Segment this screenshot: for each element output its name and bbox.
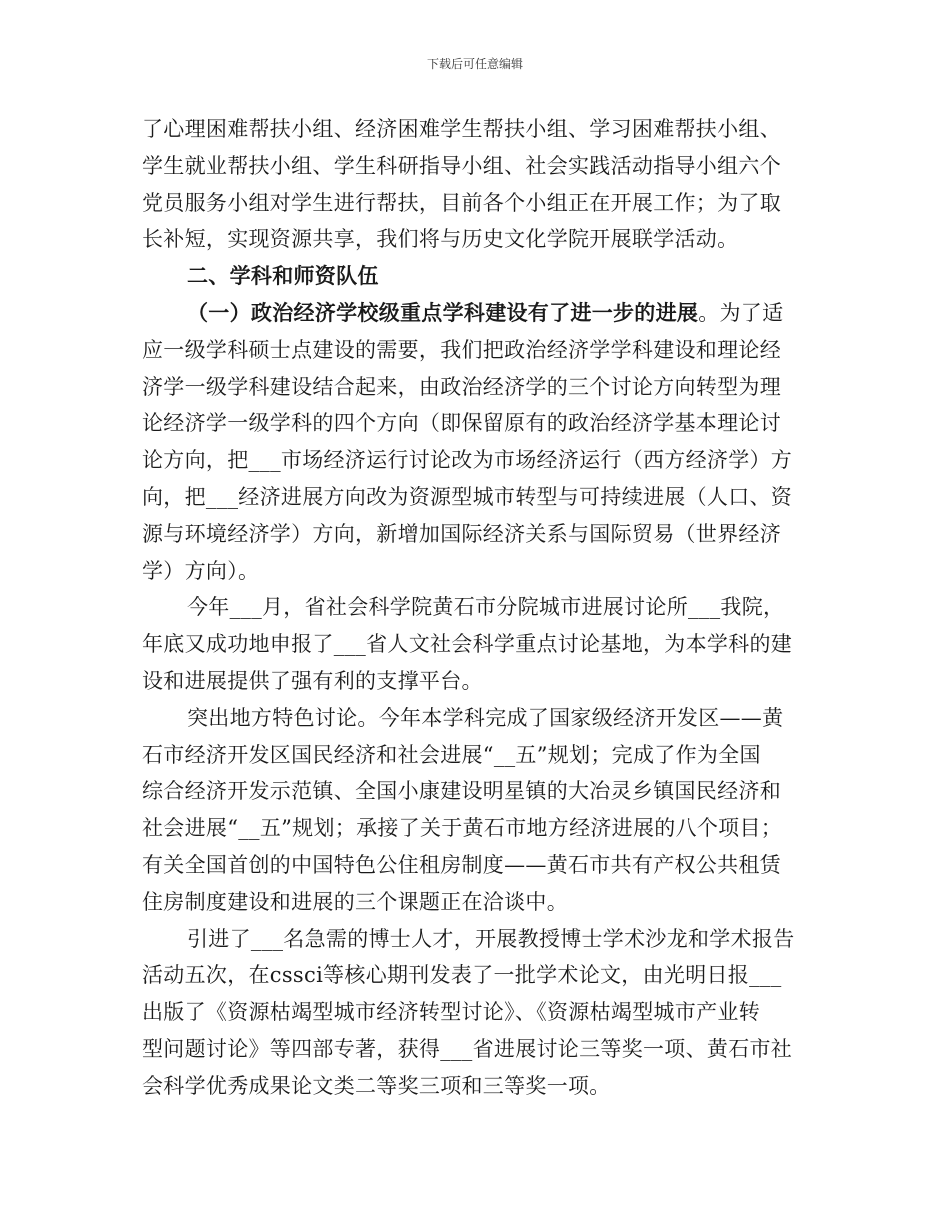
text-segment: 综合经济开发示范镇、全国小康建设明星镇的大冶灵乡镇国民经济和	[142, 779, 781, 804]
text-segment: 学生就业帮扶小组、学生科研指导小组、社会实践活动指导小组六个	[142, 153, 781, 178]
text-segment: 党员服务小组对学生进行帮扶，目前各个小组正在开展工作；为了取	[142, 190, 781, 215]
text-segment: 引进了___名急需的博士人才，开展教授博士学术沙龙和学术报告	[187, 926, 795, 951]
text-line	[142, 221, 814, 258]
text-segment: 向，把___经济进展方向改为资源型城市转型与可持续进展（人口、资	[142, 484, 793, 509]
header-note: 下载后可任意编辑	[426, 57, 523, 71]
text-segment: 年底又成功地申报了___省人文社会科学重点讨论基地，为本学科的建	[142, 632, 793, 657]
text-segment: 长补短，实现资源共享，我们将与历史文化学院开展联学活动。	[142, 227, 739, 252]
text-line	[142, 516, 814, 553]
text-segment: 应一级学科硕士点建设的需要，我们把政治经济学学科建设和理论经	[142, 337, 781, 362]
text-segment: 设和进展提供了强有利的支撑平台。	[142, 668, 483, 693]
text-line	[142, 148, 814, 185]
bold-text-segment: （一）政治经济学校级重点学科建设有了进一步的进展	[187, 299, 699, 325]
text-segment: 今年___月，省社会科学院黄石市分院城市进展讨论所___我院，	[187, 595, 785, 620]
text-line	[142, 994, 814, 1031]
text-line	[142, 884, 814, 921]
text-line	[142, 626, 814, 663]
text-line	[142, 773, 814, 810]
text-line	[142, 442, 814, 479]
text-segment: 论经济学一级学科的四个方向（即保留原有的政治经济学基本理论讨	[142, 411, 781, 436]
text-line	[142, 185, 814, 222]
text-line	[142, 369, 814, 406]
text-segment: 型问题讨论》等四部专著，获得___省进展讨论三等奖一项、黄石市社	[142, 1036, 793, 1061]
text-line	[142, 700, 814, 737]
text-line	[142, 405, 814, 442]
text-line	[142, 663, 814, 700]
text-line	[142, 737, 814, 774]
text-segment: 会科学优秀成果论文类二等奖三项和三等奖一项。	[142, 1073, 611, 1098]
text-line	[142, 810, 814, 847]
text-segment: 石市经济开发区国民经济和社会进展“__五”规划；完成了作为全国	[142, 742, 761, 767]
text-line	[142, 332, 814, 369]
text-segment: 活动五次，在cssci等核心期刊发表了一批学术论文，由光明日报___	[142, 963, 782, 988]
text-line	[142, 847, 814, 884]
text-segment: 住房制度建设和进展的三个课题正在洽谈中。	[142, 889, 568, 914]
document-body	[142, 111, 814, 1105]
bold-text-segment: 二、学科和师资队伍	[187, 263, 379, 289]
text-segment: 济学一级学科建设结合起来，由政治经济学的三个讨论方向转型为理	[142, 374, 781, 399]
text-line	[142, 1031, 814, 1068]
text-segment: 论方向，把___市场经济运行讨论改为市场经济运行（西方经济学）方	[142, 448, 793, 473]
text-segment: 源与环境经济学）方向，新增加国际经济关系与国际贸易（世界经济	[142, 521, 781, 546]
text-line	[142, 258, 814, 295]
text-segment: 社会进展“__五”规划；承接了关于黄石市地方经济进展的八个项目；	[142, 816, 783, 841]
text-line	[142, 111, 814, 148]
text-segment: 了心理困难帮扶小组、经济困难学生帮扶小组、学习困难帮扶小组、	[142, 117, 781, 141]
text-segment: 有关全国首创的中国特色公住租房制度——黄石市共有产权公共租赁	[142, 852, 781, 877]
text-line	[142, 1068, 814, 1105]
text-line	[142, 479, 814, 516]
text-line	[142, 295, 814, 332]
text-segment: 学）方向）。	[142, 558, 260, 583]
text-segment: 突出地方特色讨论。今年本学科完成了国家级经济开发区——黄	[187, 705, 784, 730]
text-line	[142, 957, 814, 994]
text-line	[142, 589, 814, 626]
text-segment: 。为了适	[698, 300, 784, 325]
text-line	[142, 553, 814, 590]
text-line	[142, 921, 814, 958]
text-segment: 出版了《资源枯竭型城市经济转型讨论》、《资源枯竭型城市产业转	[142, 1000, 760, 1025]
